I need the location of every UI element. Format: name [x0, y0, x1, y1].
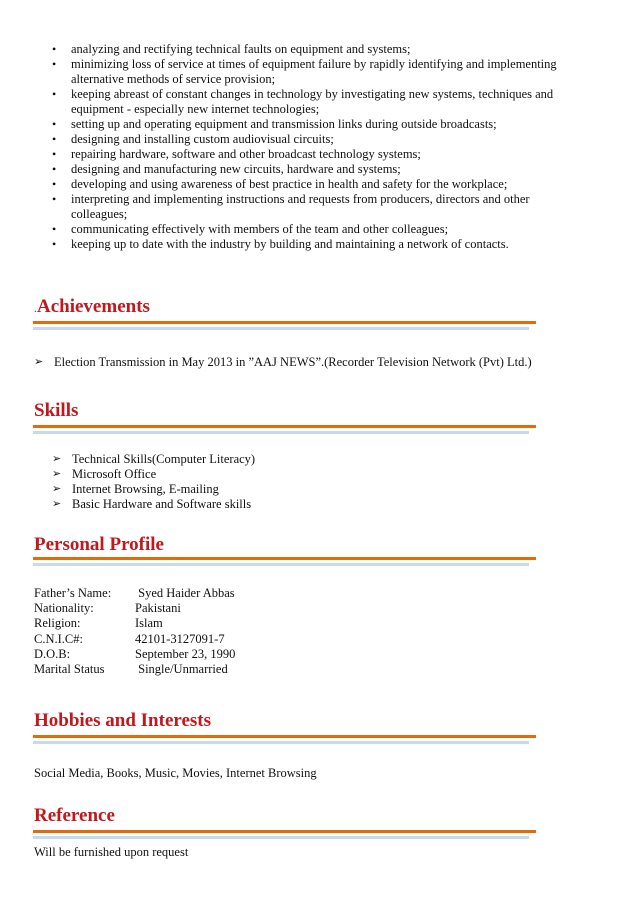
profile-label: Nationality:	[34, 601, 94, 616]
duty-item	[52, 177, 582, 192]
bullet-icon: •	[52, 162, 57, 176]
profile-label: Religion:	[34, 616, 81, 631]
duty-item	[52, 132, 582, 147]
profile-value: 42101-3127091-7	[135, 631, 225, 646]
reference-rule-blue	[33, 836, 529, 839]
profile-label: D.O.B:	[34, 646, 71, 661]
skills-heading: Skills	[34, 400, 79, 421]
duty-item	[52, 162, 582, 177]
duty-item	[52, 87, 582, 117]
profile-row	[34, 632, 235, 647]
duty-text: repairing hardware, software and other broadcast technology systems;	[71, 147, 421, 161]
profile-row	[34, 616, 235, 631]
achievements-heading	[34, 296, 150, 318]
reference-text: Will be furnished upon request	[34, 845, 189, 859]
achievements-heading-prefix: .	[34, 301, 37, 315]
bullet-icon: •	[52, 57, 57, 71]
personal-profile-rule-blue	[33, 563, 529, 566]
bullet-icon: •	[52, 222, 57, 236]
achievements-rule-blue	[33, 327, 529, 330]
profile-row	[34, 601, 235, 616]
skills-item-text: Microsoft Office	[72, 467, 157, 481]
arrow-bullet-icon: ➢	[52, 453, 62, 465]
hobbies-heading: Hobbies and Interests	[34, 710, 212, 731]
duty-item	[52, 237, 582, 252]
skills-item-text: Internet Browsing, E-mailing	[72, 482, 219, 496]
profile-value: Islam	[135, 616, 163, 631]
hobbies-text: Social Media, Books, Music, Movies, Internet Browsing	[34, 766, 317, 780]
personal-profile-table	[34, 586, 235, 677]
profile-label: Father’s Name:	[34, 586, 112, 600]
arrow-bullet-icon: ➢	[34, 356, 44, 368]
skills-item-text: Technical Skills(Computer Literacy)	[72, 452, 256, 466]
bullet-icon: •	[52, 87, 57, 101]
bullet-icon: •	[52, 147, 57, 161]
profile-value: Syed Haider Abbas	[135, 586, 235, 600]
bullet-icon: •	[52, 117, 57, 131]
duty-item	[52, 57, 582, 87]
duty-text: communicating effectively with members of the team and other colleagues;	[71, 222, 449, 236]
skills-rule-orange	[33, 425, 536, 428]
skills-item-text: Basic Hardware and Software skills	[72, 497, 252, 511]
bullet-icon: •	[52, 192, 57, 206]
duty-text: developing and using awareness of best practice in health and safety for the workplace;	[71, 177, 508, 191]
achievements-item	[34, 355, 594, 370]
duty-text: interpreting and implementing instructions and requests from producers, directors and other colleagues;	[71, 192, 530, 221]
bullet-icon: •	[52, 42, 57, 56]
arrow-bullet-icon: ➢	[52, 498, 62, 510]
hobbies-rule-blue	[33, 741, 529, 744]
profile-value: Pakistani	[135, 601, 181, 616]
duty-item	[52, 222, 582, 237]
arrow-bullet-icon: ➢	[52, 483, 62, 495]
hobbies-rule-orange	[33, 735, 536, 738]
personal-profile-heading: Personal Profile	[34, 534, 164, 555]
profile-label: Marital Status	[34, 662, 105, 677]
skills-item	[52, 497, 452, 512]
duty-text: analyzing and rectifying technical faults on equipment and systems;	[71, 42, 411, 56]
achievements-list	[34, 355, 594, 370]
duty-text: setting up and operating equipment and transmission links during outside broadcasts;	[71, 117, 497, 131]
achievements-heading-text: Achievements	[37, 296, 150, 317]
duty-text: designing and installing custom audiovisual circuits;	[71, 132, 334, 146]
reference-rule-orange	[33, 830, 536, 833]
profile-value: Single/Unmarried	[135, 662, 228, 677]
duty-text: designing and manufacturing new circuits, hardware and systems;	[71, 162, 401, 176]
profile-label: C.N.I.C#:	[34, 631, 83, 646]
duties-list	[52, 42, 582, 252]
bullet-icon: •	[52, 177, 57, 191]
duty-text: keeping abreast of constant changes in technology by investigating new systems, techniques and equipment - especially new internet technologies;	[71, 87, 554, 116]
skills-list	[52, 452, 452, 512]
duty-text: minimizing loss of service at times of equipment failure by rapidly identifying and implementing alternative methods of service provision;	[71, 57, 557, 86]
achievements-rule-orange	[33, 321, 536, 324]
skills-item	[52, 467, 452, 482]
personal-profile-rule-orange	[33, 557, 536, 560]
duty-item	[52, 147, 582, 162]
arrow-bullet-icon: ➢	[52, 468, 62, 480]
profile-row	[34, 586, 235, 601]
duty-item	[52, 117, 582, 132]
skills-item	[52, 452, 452, 467]
skills-item	[52, 482, 452, 497]
profile-value: September 23, 1990	[135, 646, 236, 661]
skills-rule-blue	[33, 431, 529, 434]
duty-text: keeping up to date with the industry by building and maintaining a network of contacts.	[71, 237, 509, 251]
duty-item	[52, 192, 582, 222]
achievements-item-text: Election Transmission in May 2013 in ”AAJ NEWS”.(Recorder Television Network (Pvt) Ltd.)	[54, 355, 532, 369]
duty-item	[52, 42, 582, 57]
reference-heading: Reference	[34, 805, 115, 826]
profile-row	[34, 647, 235, 662]
profile-row	[34, 662, 235, 677]
bullet-icon: •	[52, 237, 57, 251]
bullet-icon: •	[52, 132, 57, 146]
